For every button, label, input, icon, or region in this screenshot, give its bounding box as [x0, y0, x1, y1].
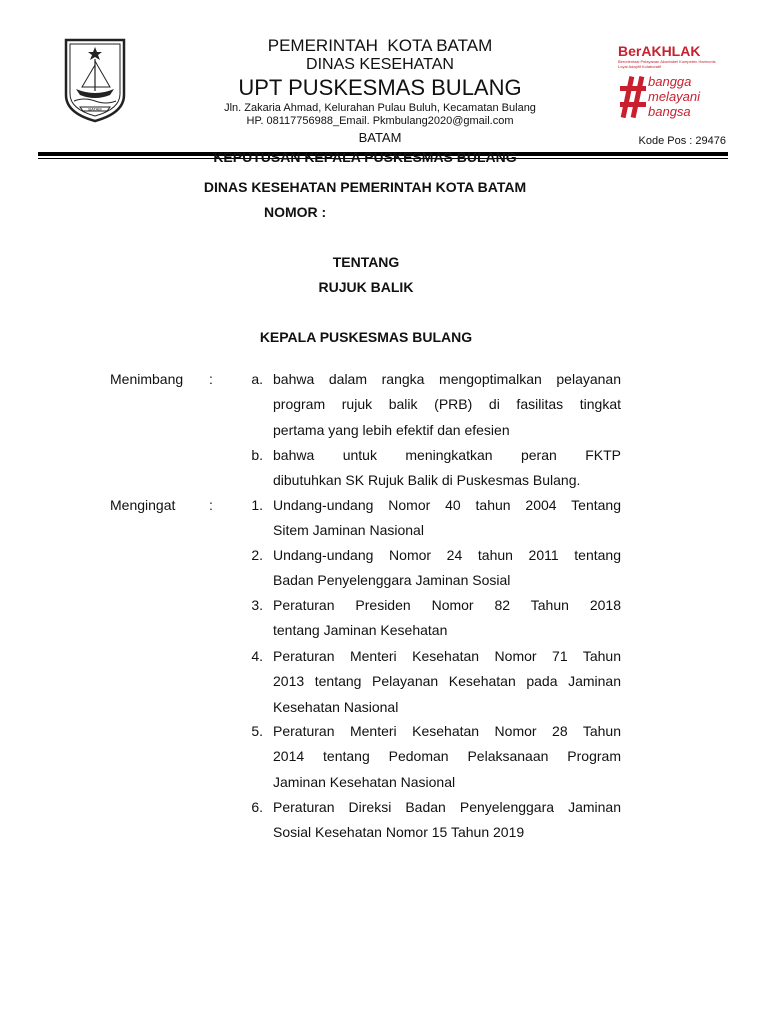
list-item-line: Kesehatan Nasional: [273, 698, 399, 715]
decree-head: KEPALA PUSKESMAS BULANG: [259, 329, 473, 345]
menimbang-marker-a: a.: [251, 371, 263, 387]
mengingat-marker-5: 5.: [251, 723, 263, 739]
menimbang-colon: :: [209, 371, 213, 387]
list-item-line: Jaminan Kesehatan Nasional: [273, 773, 456, 790]
decree-title-text: KEPUTUSAN KEPALA PUSKESMAS BULANG: [213, 151, 517, 165]
letterhead-address: Jln. Zakaria Ahmad, Kelurahan Pulau Buluh, Kecamatan Bulang: [224, 102, 536, 114]
list-item-line: Sosial Kesehatan Nomor 15 Tahun 2019: [273, 824, 525, 841]
mengingat-item-2: [273, 543, 621, 594]
letterhead-contact: HP. 08117756988_Email. Pkmbulang2020@gmail.com: [246, 115, 514, 127]
menimbang-item-a: [273, 367, 621, 443]
letterhead-government: PEMERINTAH KOTA BATAM: [267, 36, 493, 55]
list-item-line: Peraturan Menteri Kesehatan Nomor 28 Tahun: [273, 723, 621, 739]
emblem-ribbon-text: BATAM: [88, 106, 102, 112]
mengingat-marker-3: 3.: [251, 597, 263, 613]
list-item-line: Undang-undang Nomor 24 tahun 2011 tentang: [273, 547, 621, 563]
list-item-line: Peraturan Direksi Badan Penyelenggara Jaminan: [273, 799, 621, 815]
batam-city-emblem: [62, 37, 128, 123]
mengingat-marker-4: 4.: [251, 648, 263, 664]
list-item-line: 2013 tentang Pelayanan Kesehatan pada Jaminan: [273, 673, 621, 690]
decree-number: NOMOR :: [264, 204, 327, 220]
list-item-line: Peraturan Menteri Kesehatan Nomor 71 Tahun: [273, 648, 621, 664]
letterhead-department: DINAS KESEHATAN: [306, 56, 454, 73]
list-item-line: tentang Jaminan Kesehatan: [273, 622, 448, 639]
mengingat-item-1: [273, 493, 621, 544]
bangga-line-2: melayani: [648, 89, 701, 104]
list-item-line: Peraturan Presiden Nomor 82 Tahun 2018: [273, 597, 621, 613]
list-item-line: bahwa untuk meningkatkan peran FKTP: [273, 447, 621, 463]
mengingat-item-4: [273, 644, 621, 720]
mengingat-marker-1: 1.: [251, 497, 263, 513]
list-item-line: Undang-undang Nomor 40 tahun 2004 Tentang: [273, 497, 621, 513]
menimbang-label: Menimbang: [110, 371, 184, 387]
list-item-line: Sitem Jaminan Nasional: [273, 522, 424, 539]
mengingat-marker-6: 6.: [251, 799, 263, 815]
mengingat-marker-2: 2.: [251, 547, 263, 563]
berakhlak-logo: [618, 43, 728, 69]
letterhead-institution: UPT PUSKESMAS BULANG: [238, 75, 522, 100]
mengingat-colon: :: [209, 497, 213, 513]
list-item-line: bahwa dalam rangka mengoptimalkan pelayanan: [273, 371, 621, 387]
bangga-melayani-bangsa-logo: [620, 72, 730, 122]
letterhead-city: BATAM: [358, 130, 402, 145]
mengingat-item-5: [273, 719, 621, 795]
list-item-line: pertama yang lebih efektif dan efesien: [273, 421, 510, 438]
postal-code: Kode Pos : 29476: [638, 135, 726, 147]
mengingat-label: Mengingat: [110, 497, 176, 513]
menimbang-marker-b: b.: [251, 447, 263, 463]
list-item-line: dibutuhkan SK Rujuk Balik di Puskesmas Bulang.: [273, 472, 581, 489]
decree-subject: RUJUK BALIK: [318, 279, 414, 295]
berakhlak-title: BerAKHLAK: [618, 43, 701, 59]
bangga-line-1: bangga: [648, 74, 692, 89]
about-label: TENTANG: [332, 254, 400, 270]
list-item-line: program rujuk balik (PRB) di fasilitas tingkat: [273, 396, 621, 413]
list-item-line: 2014 tentang Pedoman Pelaksanaan Program: [273, 748, 621, 765]
decree-agency: DINAS KESEHATAN PEMERINTAH KOTA BATAM: [203, 179, 527, 195]
list-item-line: Badan Penyelenggara Jaminan Sosial: [273, 572, 511, 589]
decree-title: [150, 151, 580, 165]
menimbang-item-b: [273, 443, 621, 494]
mengingat-item-3: [273, 593, 621, 644]
mengingat-item-6: [273, 795, 621, 846]
letterhead-text: [150, 36, 610, 146]
bangga-line-3: bangsa: [648, 104, 691, 119]
berakhlak-tagline: Berorientasi Pelayanan Akuntabel Kompeten Harmonis Loyal Adaptif Kolaboratif: [618, 59, 716, 69]
